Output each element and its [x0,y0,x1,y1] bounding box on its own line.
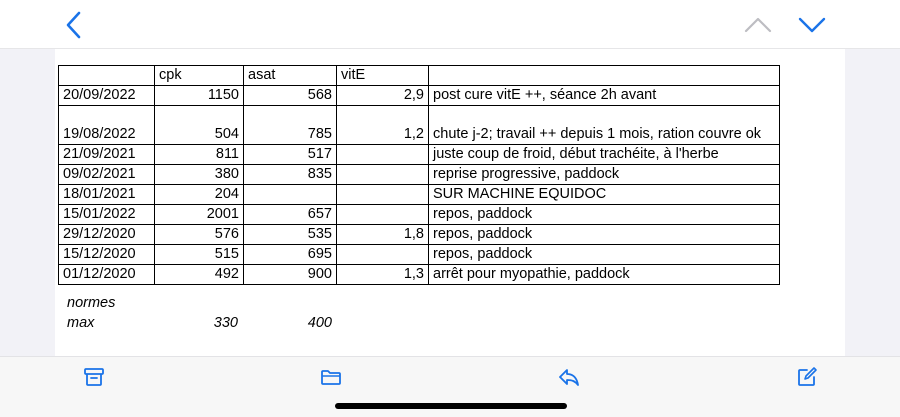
vite-cell [337,245,429,265]
table-row [59,245,780,265]
vite-cell [337,145,429,165]
spreadsheet-document[interactable] [55,49,845,356]
note-cell: repos, paddock [429,205,780,225]
asat-cell: 517 [244,145,337,165]
home-indicator[interactable] [335,403,567,409]
table-row [59,165,780,185]
note-cell: chute j-2; travail ++ depuis 1 mois, ration couvre ok [429,106,780,145]
table-row [59,145,780,165]
asat-cell [244,185,337,205]
chevron-left-icon[interactable] [62,10,86,40]
note-cell: arrêt pour myopathie, paddock [429,265,780,285]
top-navigation-bar [0,0,900,49]
table-row [59,185,780,205]
column-header-vite: vitE [337,66,429,86]
norms-label: normes [67,295,116,311]
note-cell: juste coup de froid, début trachéite, à l'herbe [429,145,780,165]
table-row [59,265,780,285]
folder-icon[interactable] [320,366,342,388]
asat-cell: 695 [244,245,337,265]
cpk-cell: 576 [155,225,244,245]
asat-cell: 785 [244,106,337,145]
table-header-row [59,66,780,86]
date-cell: 18/01/2021 [59,185,155,205]
vite-cell: 1,3 [337,265,429,285]
vite-cell: 1,8 [337,225,429,245]
cpk-cell: 515 [155,245,244,265]
note-cell: reprise progressive, paddock [429,165,780,185]
data-table [58,65,780,285]
table-row [59,205,780,225]
cpk-cell: 204 [155,185,244,205]
table-row [59,86,780,106]
right-margin [845,49,900,356]
table-row [59,225,780,245]
column-header-notes [429,66,780,86]
chevron-up-icon[interactable] [744,14,772,36]
asat-max-value: 400 [307,315,332,331]
vite-cell: 1,2 [337,106,429,145]
compose-icon[interactable] [796,366,818,388]
column-header-asat: asat [244,66,337,86]
max-label: max [67,315,95,331]
date-cell: 29/12/2020 [59,225,155,245]
cpk-cell: 504 [155,106,244,145]
date-cell: 15/12/2020 [59,245,155,265]
table-row [59,106,780,145]
vite-cell [337,165,429,185]
column-header-cpk: cpk [155,66,244,86]
vite-cell [337,205,429,225]
date-cell: 21/09/2021 [59,145,155,165]
note-cell: post cure vitE ++, séance 2h avant [429,86,780,106]
cpk-cell: 380 [155,165,244,185]
cpk-cell: 811 [155,145,244,165]
vite-cell: 2,9 [337,86,429,106]
cpk-cell: 1150 [155,86,244,106]
date-cell: 01/12/2020 [59,265,155,285]
date-cell: 20/09/2022 [59,86,155,106]
column-header [59,66,155,86]
left-margin [0,49,55,356]
asat-cell: 657 [244,205,337,225]
chevron-down-icon[interactable] [798,14,826,36]
cpk-cell: 492 [155,265,244,285]
note-cell: SUR MACHINE EQUIDOC [429,185,780,205]
asat-cell: 900 [244,265,337,285]
archive-icon[interactable] [83,366,105,388]
note-cell: repos, paddock [429,225,780,245]
asat-cell: 535 [244,225,337,245]
date-cell: 15/01/2022 [59,205,155,225]
note-cell: repos, paddock [429,245,780,265]
date-cell: 19/08/2022 [59,106,155,145]
date-cell: 09/02/2021 [59,165,155,185]
asat-cell: 568 [244,86,337,106]
vite-cell [337,185,429,205]
norms-block [67,293,332,333]
asat-cell: 835 [244,165,337,185]
cpk-max-value: 330 [213,315,238,331]
cpk-cell: 2001 [155,205,244,225]
reply-icon[interactable] [558,366,580,388]
